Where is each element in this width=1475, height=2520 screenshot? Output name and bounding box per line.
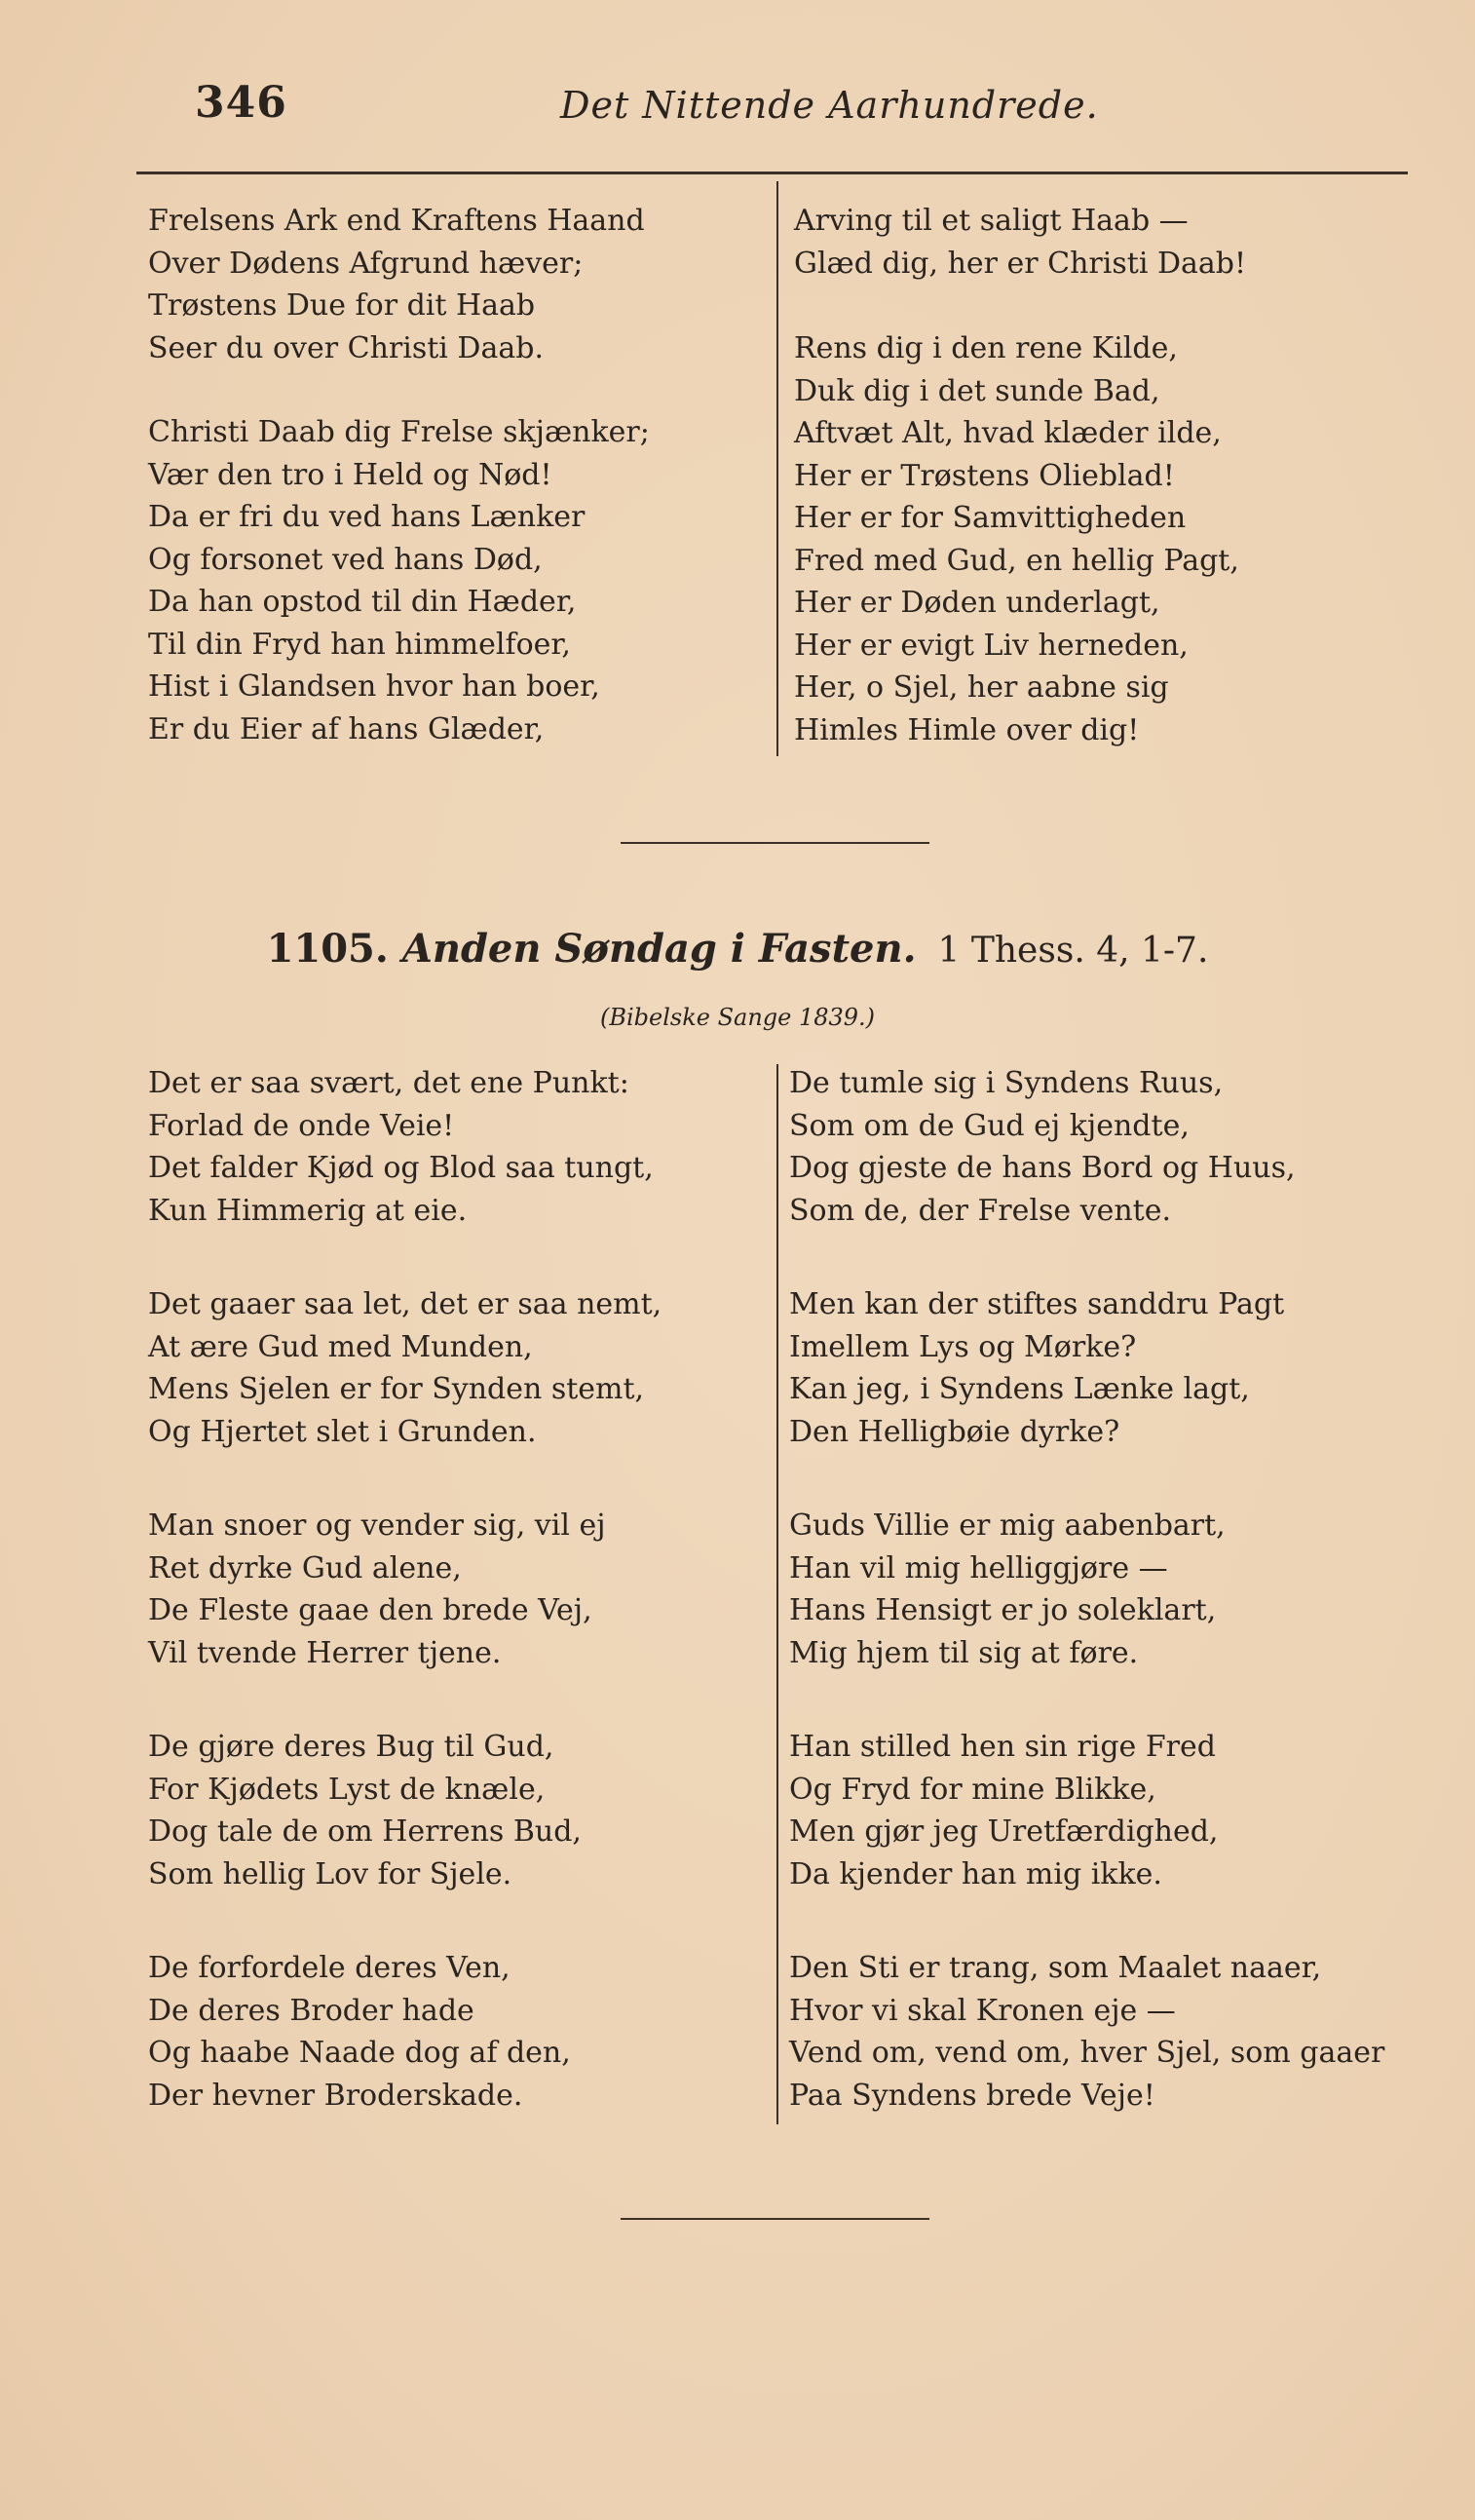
verse-line: Der hevner Broderskade. <box>148 2078 523 2113</box>
verse-line: Arving til et saligt Haab — <box>794 204 1189 238</box>
verse-line: Til din Fryd han himmelfoer, <box>148 627 571 662</box>
verse-line: Fred med Gud, en hellig Pagt, <box>794 543 1239 578</box>
verse-line: Seer du over Christi Daab. <box>148 330 544 365</box>
hymn-number: 1105. <box>266 926 389 972</box>
hymn-right-stanza-5 <box>789 1947 1384 2117</box>
verse-line: Christi Daab dig Frelse skjænker; <box>148 415 650 449</box>
hymn-left-stanza-1 <box>148 1062 654 1232</box>
verse-line: Det falder Kjød og Blod saa tungt, <box>148 1151 654 1185</box>
verse-line: De forfordele deres Ven, <box>148 1951 511 1985</box>
verse-line: Som om de Gud ej kjendte, <box>789 1108 1190 1143</box>
verse-line: Mens Sjelen er for Synden stemt, <box>148 1372 645 1406</box>
section-separator-rule <box>621 842 929 844</box>
verse-line: Men gjør jeg Uretfærdighed, <box>789 1814 1219 1849</box>
verse-line: Guds Villie er mig aabenbart, <box>789 1508 1226 1543</box>
verse-line: Ret dyrke Gud alene, <box>148 1550 462 1585</box>
running-title: Det Nittende Aarhundrede. <box>560 84 1099 127</box>
verse-line: Duk dig i det sunde Bad, <box>794 373 1160 408</box>
verse-line: Han stilled hen sin rige Fred <box>789 1730 1216 1764</box>
hymn-heading <box>0 926 1475 972</box>
verse-line: Det er saa svært, det ene Punkt: <box>148 1066 629 1100</box>
verse-line: Mig hjem til sig at føre. <box>789 1635 1139 1670</box>
verse-line: Og forsonet ved hans Død, <box>148 542 543 577</box>
verse-line: Hist i Glandsen hvor han boer, <box>148 669 600 704</box>
verse-line: Vend om, vend om, hver Sjel, som gaaer <box>789 2036 1385 2070</box>
verse-line: Er du Eier af hans Glæder, <box>148 711 545 746</box>
top-left-stanza-1 <box>148 200 645 369</box>
verse-line: At ære Gud med Munden, <box>148 1329 533 1364</box>
verse-line: Og Hjertet slet i Grunden. <box>148 1414 537 1449</box>
verse-line: De Fleste gaae den brede Vej, <box>148 1593 592 1627</box>
verse-line: Da kjender han mig ikke. <box>789 1856 1162 1891</box>
verse-line: Aftvæt Alt, hvad klæder ilde, <box>794 416 1222 450</box>
hymn-left-stanza-2 <box>148 1283 662 1453</box>
verse-line: Den Sti er trang, som Maalet naaer, <box>789 1951 1322 1985</box>
verse-line: Kan jeg, i Syndens Lænke lagt, <box>789 1372 1250 1406</box>
verse-line: Da han opstod til din Hæder, <box>148 585 577 619</box>
column-divider-bottom <box>776 1064 778 2124</box>
verse-line: Over Dødens Afgrund hæver; <box>148 246 584 281</box>
verse-line: Og Fryd for mine Blikke, <box>789 1772 1156 1807</box>
verse-line: Frelsens Ark end Kraftens Haand <box>148 204 645 238</box>
verse-line: Her, o Sjel, her aabne sig <box>794 670 1169 705</box>
verse-line: Som de, der Frelse vente. <box>789 1193 1172 1228</box>
verse-line: De deres Broder hade <box>148 1993 474 2028</box>
verse-line: Da er fri du ved hans Lænker <box>148 500 586 534</box>
verse-line: Himles Himle over dig! <box>794 712 1140 747</box>
hymn-right-stanza-4 <box>789 1726 1218 1895</box>
verse-line: Paa Syndens brede Veje! <box>789 2078 1155 2113</box>
verse-line: Her er for Samvittigheden <box>794 501 1187 535</box>
hymn-right-stanza-2 <box>789 1283 1284 1453</box>
verse-line: Dog tale de om Herrens Bud, <box>148 1814 582 1849</box>
verse-line: Men kan der stiftes sanddru Pagt <box>789 1287 1285 1321</box>
hymn-left-stanza-3 <box>148 1505 606 1674</box>
verse-line: Han vil mig helliggjøre — <box>789 1550 1168 1585</box>
top-left-stanza-2 <box>148 411 650 750</box>
hymn-right-stanza-1 <box>789 1062 1296 1232</box>
header-rule <box>136 172 1408 174</box>
hymn-right-stanza-3 <box>789 1505 1226 1674</box>
verse-line: Her er evigt Liv herneden, <box>794 628 1189 663</box>
verse-line: Imellem Lys og Mørke? <box>789 1329 1137 1364</box>
verse-line: Vær den tro i Held og Nød! <box>148 457 552 492</box>
verse-line: Vil tvende Herrer tjene. <box>148 1635 502 1670</box>
top-right-stanza-1 <box>794 200 1246 285</box>
page-number: 346 <box>195 78 287 128</box>
verse-line: Det gaaer saa let, det er saa nemt, <box>148 1287 662 1321</box>
verse-line: Hvor vi skal Kronen eje — <box>789 1993 1176 2028</box>
verse-line: Forlad de onde Veie! <box>148 1108 455 1143</box>
hymn-left-stanza-5 <box>148 1947 571 2117</box>
verse-line: Her er Døden underlagt, <box>794 586 1160 620</box>
verse-line: Og haabe Naade dog af den, <box>148 2036 571 2070</box>
scripture-reference: 1 Thess. 4, 1-7. <box>937 931 1209 971</box>
verse-line: Man snoer og vender sig, vil ej <box>148 1508 606 1543</box>
verse-line: Glæd dig, her er Christi Daab! <box>794 246 1247 281</box>
verse-line: Den Helligbøie dyrke? <box>789 1414 1120 1449</box>
verse-line: De tumle sig i Syndens Ruus, <box>789 1066 1224 1100</box>
hymn-title: Anden Søndag i Fasten. <box>401 926 917 972</box>
verse-line: Kun Himmerig at eie. <box>148 1193 468 1228</box>
verse-line: For Kjødets Lyst de knæle, <box>148 1772 546 1807</box>
verse-line: Her er Trøstens Olieblad! <box>794 458 1175 493</box>
verse-line: Hans Hensigt er jo soleklart, <box>789 1593 1217 1627</box>
end-separator-rule <box>621 2218 929 2220</box>
verse-line: De gjøre deres Bug til Gud, <box>148 1730 554 1764</box>
hymn-left-stanza-4 <box>148 1726 582 1895</box>
hymn-source: (Bibelske Sange 1839.) <box>599 1004 876 1031</box>
verse-line: Dog gjeste de hans Bord og Huus, <box>789 1151 1296 1185</box>
verse-line: Trøstens Due for dit Haab <box>148 288 536 323</box>
column-divider-top <box>776 181 778 756</box>
verse-line: Som hellig Lov for Sjele. <box>148 1856 512 1891</box>
top-right-stanza-2 <box>794 327 1239 751</box>
verse-line: Rens dig i den rene Kilde, <box>794 331 1178 365</box>
